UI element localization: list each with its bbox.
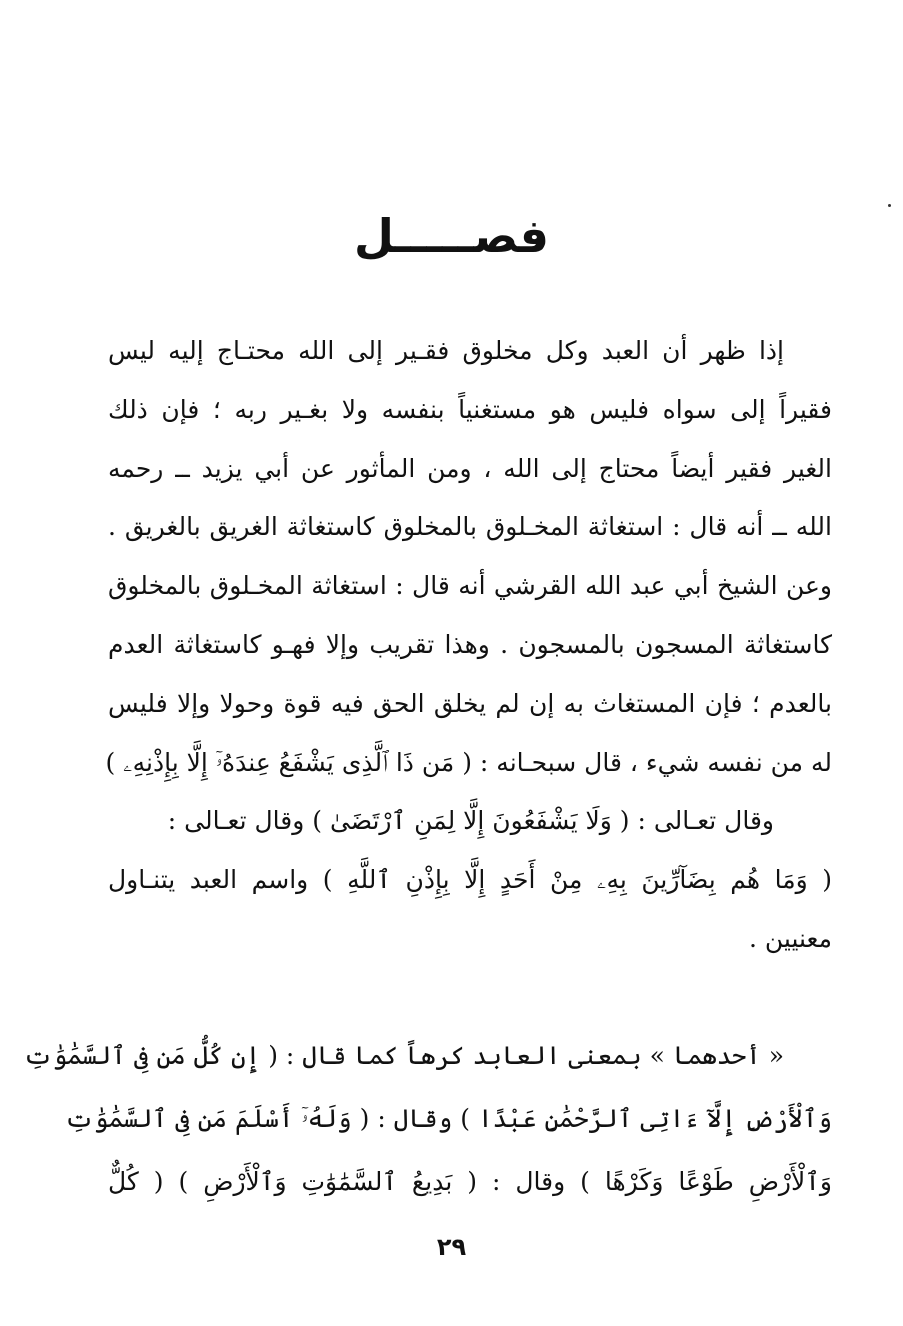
paragraph-1 [105,322,832,969]
section-title: فصـــــل [353,209,550,263]
text-line: وَٱلْأَرْضِ طَوْعًا وَكَرْهًا ) وقال : ( بَدِيعُ ٱلسَّمَٰوَٰتِ وَٱلْأَرْضِ ) ( كُلٌّ [108,1167,832,1196]
text-line: وَٱلْأَرْضِ إِلَّآ ءَاتِى ٱلرَّحْمَٰنِ عَبْدًا ) وقال : ( وَلَهُۥٓ أَسْلَمَ مَن فِى ٱلسَّمَٰوَٰتِ [64,1104,832,1133]
page-number: ٢٩ [436,1233,467,1261]
text-line: كاستغاثة المسجون بالمسجون . وهذا تقريب وإلا فهـو كاستغاثة العدم [108,629,832,659]
text-line: له من نفسه شيء ، قال سبحـانه : ( مَن ذَا ٱلَّذِى يَشْفَعُ عِندَهُۥٓ إِلَّا بِإِذْنِهِۦ ) [105,747,832,777]
text-line: بالعدم ؛ فإن المستغاث به إن لم يخلق الحق فيه قوة وحولا وإلا فليس [108,688,832,718]
text-line: فقيراً إلى سواه فليس هو مستغنياً بنفسه ولا بغـير ربه ؛ فإن ذلك [108,394,832,424]
text-line: « أحدهما » بمعنى العابد كرهاً كما قال : ( إِن كُلُّ مَن فِى ٱلسَّمَٰوَٰتِ [23,1041,784,1070]
text-line: إذا ظهر أن العبد وكل مخلوق فقـير إلى الله محتـاج إليه ليس [108,336,784,365]
text-line: الغير فقير أيضاً محتاج إلى الله ، ومن المأثور عن أبي يزيد ــ رحمه [108,453,832,483]
text-line: ( وَمَا هُم بِضَآرِّينَ بِهِۦ مِنْ أَحَدٍ إِلَّا بِإِذْنِ ٱللَّهِ ) واسم العبد يتنـاول [108,865,832,895]
paragraph-2 [23,1024,832,1213]
scan-speck [888,204,891,207]
text-line: معنيين . [748,923,832,953]
text-line: وقال تعـالى : ( وَلَا يَشْفَعُونَ إِلَّا لِمَنِ ٱرْتَضَىٰ ) وقال تعـالى : [167,806,774,836]
text-line: الله ــ أنه قال : استغاثة المخـلوق بالمخلوق كاستغاثة الغريق بالغريق . [108,512,832,542]
text-line: وعن الشيخ أبي عبد الله القرشي أنه قال : استغاثة المخـلوق بالمخلوق [108,571,832,601]
